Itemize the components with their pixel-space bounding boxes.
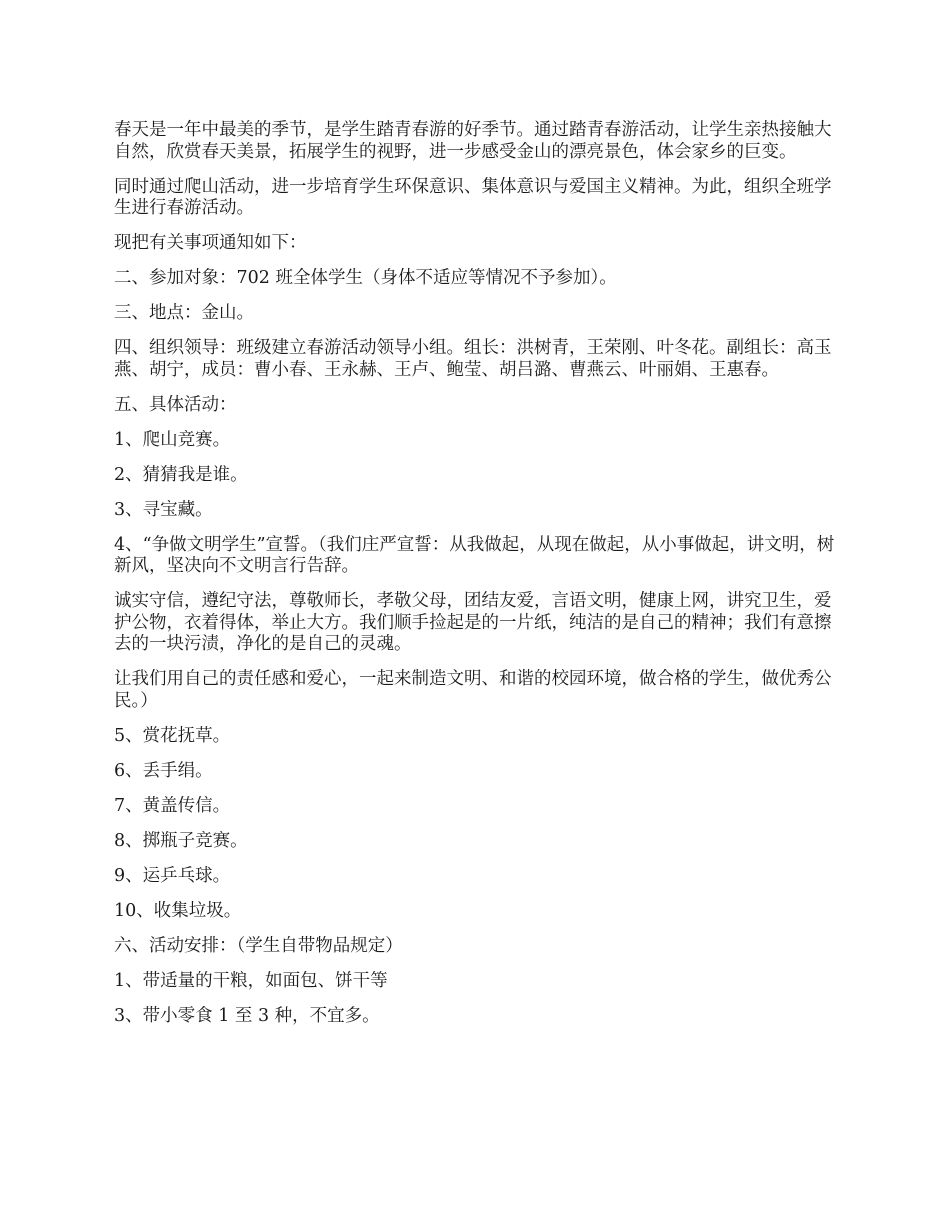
activity-item: 7、黄盖传信。 bbox=[114, 795, 231, 816]
section-activities-heading: 五、具体活动： bbox=[114, 394, 237, 415]
activity-item: 8、掷瓶子竞赛。 bbox=[114, 830, 248, 851]
pledge-text: 诚实守信，遵纪守法，尊敬师长，孝敬父母，团结友爱，言语文明，健康上网，讲究卫生，爱护公物，衣着得体，举止大方。我们顺手捡起是的一片纸，纯洁的是自己的精神；我们有意擦去的一块污渍，净化的是自己的灵魂。 bbox=[114, 591, 832, 654]
activity-item: 6、丢手绢。 bbox=[114, 760, 213, 781]
activity-item: 1、爬山竞赛。 bbox=[114, 429, 231, 450]
paragraph-intro: 春天是一年中最美的季节，是学生踏青春游的好季节。通过踏青春游活动，让学生亲热接触大自然，欣赏春天美景，拓展学生的视野，进一步感受金山的漂亮景色，体会家乡的巨变。 bbox=[114, 120, 832, 162]
activity-item: 5、赏花抚草。 bbox=[114, 725, 231, 746]
paragraph-notice-lead: 现把有关事项通知如下： bbox=[114, 233, 307, 253]
arrangement-item: 3、带小零食 1 至 3 种，不宜多。 bbox=[114, 1005, 380, 1026]
activity-item: 10、收集垃圾。 bbox=[114, 900, 242, 921]
document-body bbox=[114, 120, 842, 1041]
section-arrangements-heading: 六、活动安排：（学生自带物品规定） bbox=[114, 935, 403, 956]
paragraph-purpose: 同时通过爬山活动，进一步培育学生环保意识、集体意识与爱国主义精神。为此，组织全班学生进行春游活动。 bbox=[114, 176, 832, 218]
activity-item-pledge: 4、“争做文明学生”宣誓。（我们庄严宣誓：从我做起，从现在做起，从小事做起，讲文明，树新风，坚决向不文明言行告辞。 bbox=[114, 534, 835, 576]
arrangement-item: 1、带适量的干粮，如面包、饼干等 bbox=[114, 970, 388, 991]
section-location: 三、地点：金山。 bbox=[114, 303, 254, 323]
activity-item: 9、运乒乓球。 bbox=[114, 865, 231, 886]
section-participants: 二、参加对象：702 班全体学生（身体不适应等情况不予参加）。 bbox=[114, 268, 617, 288]
pledge-closing: 让我们用自己的责任感和爱心，一起来制造文明、和谐的校园环境，做合格的学生，做优秀公民。） bbox=[114, 669, 832, 711]
activity-item: 2、猜猜我是谁。 bbox=[114, 464, 248, 485]
activity-item: 3、寻宝藏。 bbox=[114, 499, 213, 520]
section-leadership: 四、组织领导：班级建立春游活动领导小组。组长：洪树青，王荣刚、叶冬花。副组长：高玉燕、胡宁，成员：曹小春、王永赫、王卢、鲍莹、胡吕潞、曹燕云、叶丽娟、王惠春。 bbox=[114, 338, 832, 380]
